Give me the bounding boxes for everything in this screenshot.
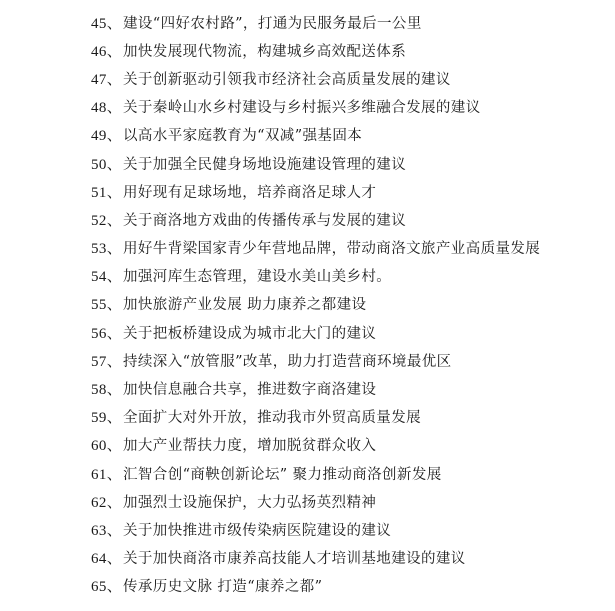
item-title: 全面扩大对外开放，推动我市外贸高质量发展 <box>123 410 421 427</box>
list-item <box>91 515 540 543</box>
item-number: 51、 <box>91 184 123 201</box>
list-item <box>91 487 540 515</box>
item-number: 55、 <box>91 297 123 314</box>
list-item <box>91 459 540 487</box>
list-item <box>91 572 540 600</box>
item-title: 建设“四好农村路”，打通为民服务最后一公里 <box>123 15 422 32</box>
item-number: 59、 <box>91 410 123 427</box>
item-title: 加快旅游产业发展 助力康养之都建设 <box>123 297 367 314</box>
item-title: 以高水平家庭教育为“双减”强基固本 <box>123 128 363 145</box>
item-number: 47、 <box>91 71 123 88</box>
item-title: 汇智合创“商鞅创新论坛” 聚力推动商洛创新发展 <box>123 466 442 483</box>
list-item <box>91 64 540 92</box>
item-title: 关于加强全民健身场地设施建设管理的建议 <box>123 156 407 173</box>
item-number: 49、 <box>91 128 123 145</box>
item-title: 加强烈士设施保护，大力弘扬英烈精神 <box>123 494 377 511</box>
item-title: 加快信息融合共享，推进数字商洛建设 <box>123 382 377 399</box>
list-item <box>91 262 540 290</box>
item-title: 用好现有足球场地，培养商洛足球人才 <box>123 184 377 201</box>
item-title: 用好牛背梁国家青少年营地品牌，带动商洛文旅产业高质量发展 <box>123 241 541 258</box>
item-number: 65、 <box>91 579 123 596</box>
list-item <box>91 205 540 233</box>
list-item <box>91 403 540 431</box>
item-number: 57、 <box>91 353 123 370</box>
item-title: 传承历史文脉 打造“康养之都” <box>123 579 323 596</box>
item-title: 关于加快推进市级传染病医院建设的建议 <box>123 522 392 539</box>
item-number: 56、 <box>91 325 123 342</box>
item-title: 关于加快商洛市康养高技能人才培训基地建设的建议 <box>123 551 466 568</box>
item-number: 58、 <box>91 382 123 399</box>
list-item <box>91 234 540 262</box>
item-number: 50、 <box>91 156 123 173</box>
item-number: 64、 <box>91 551 123 568</box>
item-title: 加大产业帮扶力度，增加脱贫群众收入 <box>123 438 377 455</box>
item-title: 持续深入“放管服”改革，助力打造营商环境最优区 <box>123 353 452 370</box>
list-item <box>91 431 540 459</box>
item-number: 61、 <box>91 466 123 483</box>
item-number: 45、 <box>91 15 123 32</box>
item-title: 关于把板桥建设成为城市北大门的建议 <box>123 325 377 342</box>
list-item <box>91 374 540 402</box>
list-item <box>91 346 540 374</box>
list-item <box>91 93 540 121</box>
item-number: 63、 <box>91 522 123 539</box>
list-item <box>91 121 540 149</box>
item-number: 48、 <box>91 100 123 117</box>
proposal-list <box>91 8 540 600</box>
list-item <box>91 290 540 318</box>
item-title: 关于秦岭山水乡村建设与乡村振兴多维融合发展的建议 <box>123 100 481 117</box>
list-item <box>91 8 540 36</box>
item-title: 关于商洛地方戏曲的传播传承与发展的建议 <box>123 212 407 229</box>
item-number: 62、 <box>91 494 123 511</box>
item-number: 54、 <box>91 269 123 286</box>
item-number: 46、 <box>91 43 123 60</box>
list-item <box>91 318 540 346</box>
item-number: 60、 <box>91 438 123 455</box>
item-title: 加强河库生态管理，建设水美山美乡村。 <box>123 269 392 286</box>
list-item <box>91 544 540 572</box>
item-number: 52、 <box>91 212 123 229</box>
item-title: 关于创新驱动引领我市经济社会高质量发展的建议 <box>123 71 451 88</box>
list-item <box>91 177 540 205</box>
item-number: 53、 <box>91 241 123 258</box>
item-title: 加快发展现代物流，构建城乡高效配送体系 <box>123 43 407 60</box>
list-item <box>91 149 540 177</box>
list-item <box>91 36 540 64</box>
